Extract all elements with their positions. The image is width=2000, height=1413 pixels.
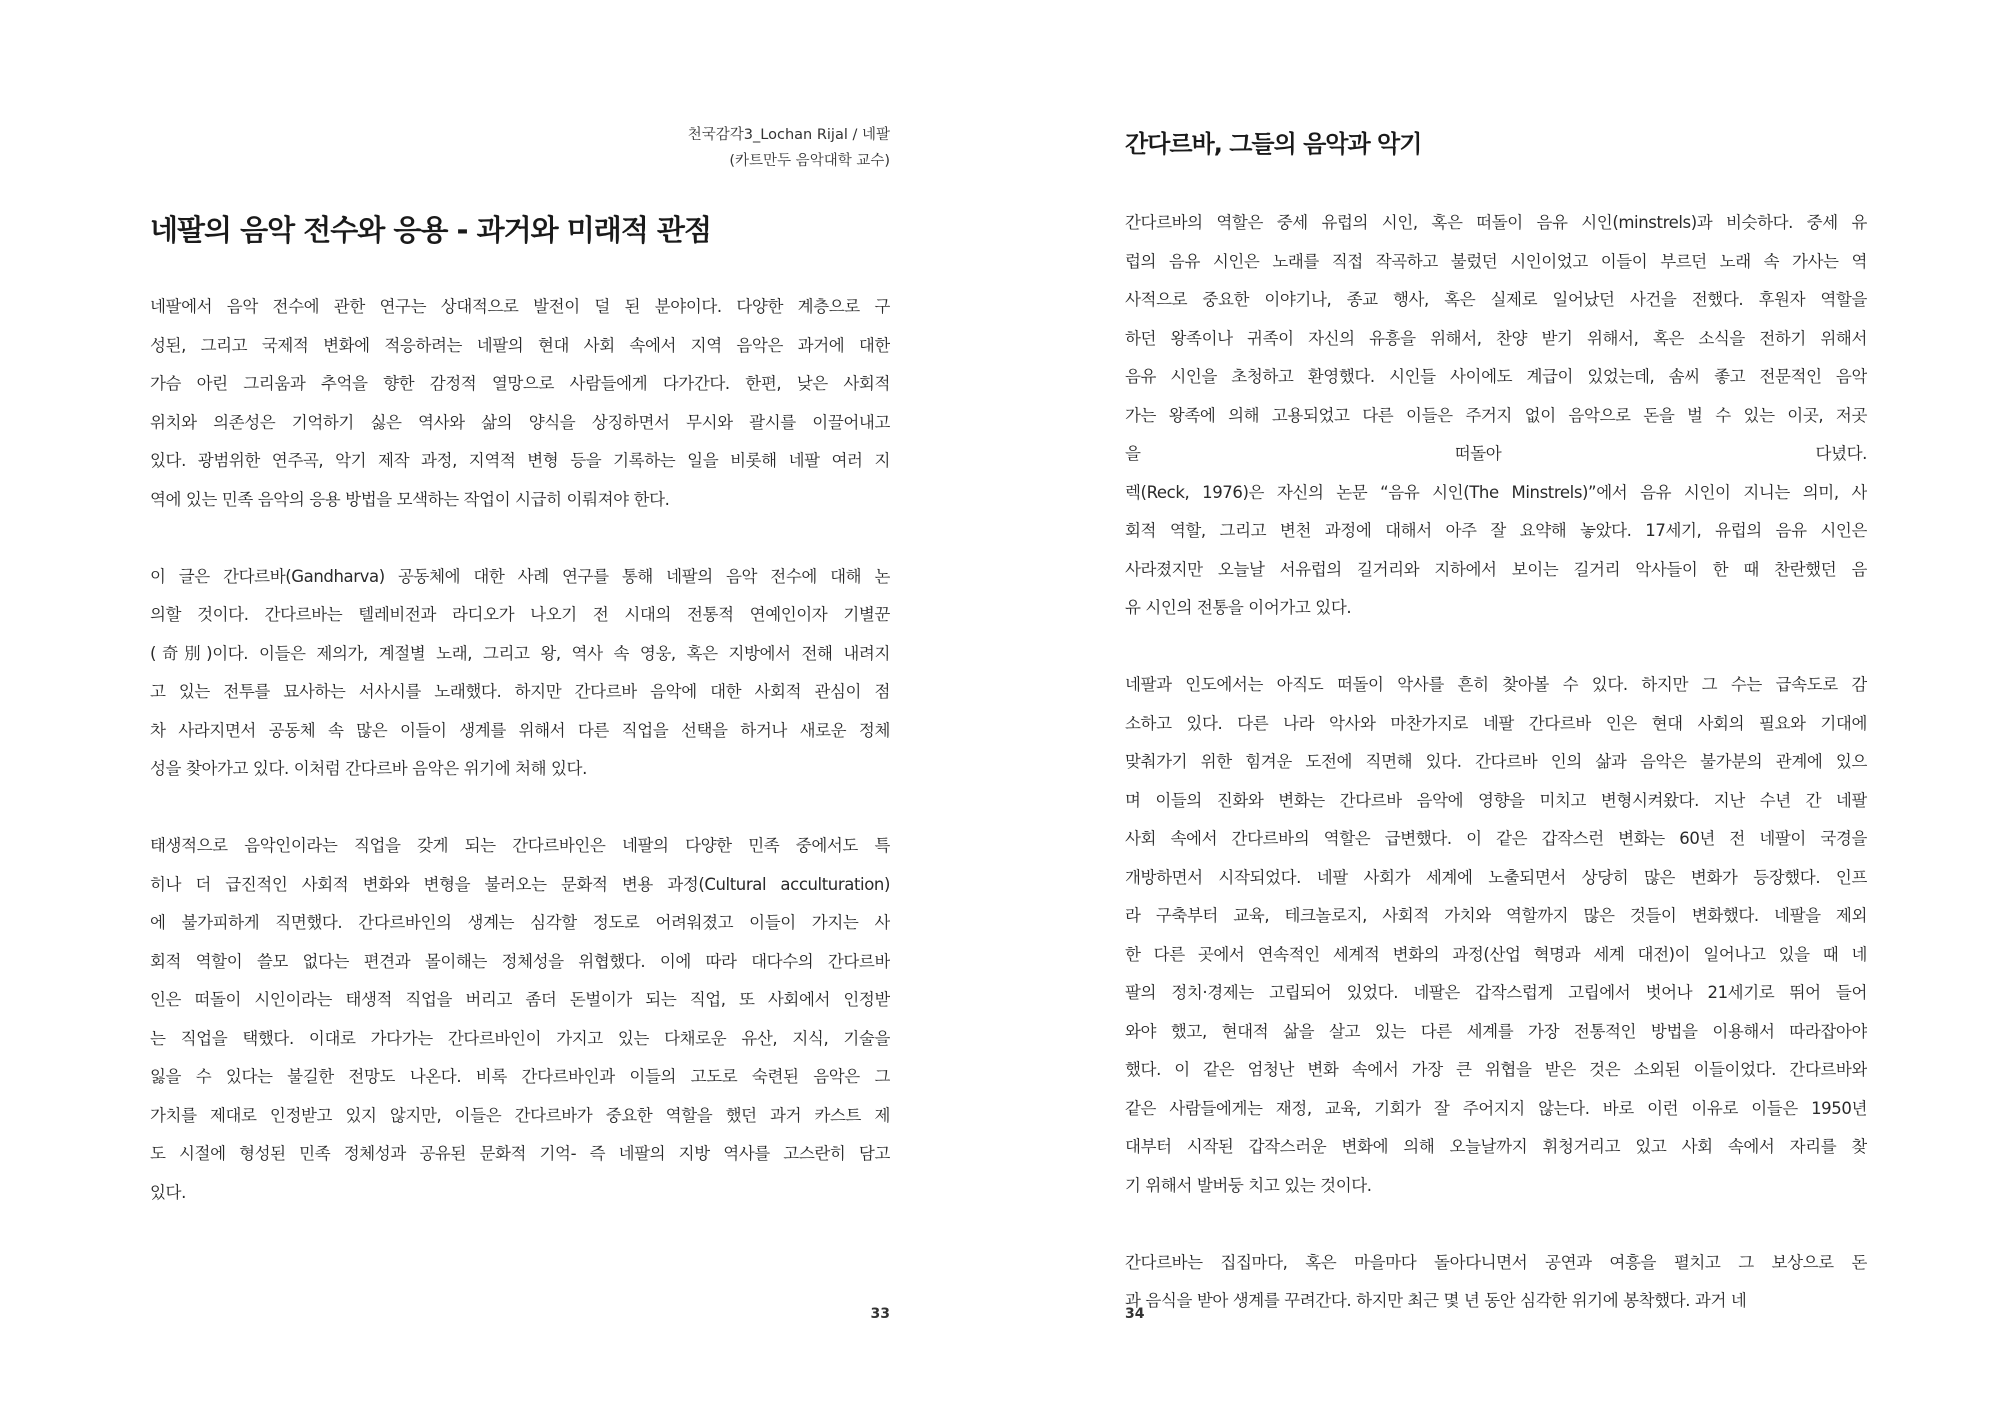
paragraph [150,827,890,1212]
text-line: 도 시절에 형성된 민족 정체성과 공유된 문화적 기억- 즉 네팔의 지방 역사를 고스란히 담고 [150,1144,890,1163]
text-line: 을 떠돌아 다녔다. [1125,444,1867,463]
text-line: 회적 역할이 쓸모 없다는 편견과 몰이해는 정체성을 위협했다. 이에 따라 대다수의 간다르바 [150,951,890,971]
text-line: 히나 더 급진적인 사회적 변화와 변형을 불러오는 문화적 변용 과정(Cultural acculturation) [150,874,890,894]
text-line: 사적으로 중요한 이야기나, 종교 행사, 혹은 실제로 일어났던 사건을 전했다. 후원자 역할을 [1125,290,1867,309]
text-line: 하던 왕족이나 귀족이 자신의 유흥을 위해서, 찬양 받기 위해서, 혹은 소식을 전하기 위해서 [1125,328,1867,348]
text-line: 네팔과 인도에서는 아직도 떠돌이 악사를 흔히 찾아볼 수 있다. 하지만 그 수는 급속도로 감 [1125,675,1867,694]
right-page [1125,0,1867,1413]
text-line: 의할 것이다. 간다르바는 텔레비전과 라디오가 나오기 전 시대의 전통적 연예인이자 기별꾼 [150,605,890,624]
text-line: 같은 사람들에게는 재정, 교육, 기회가 잘 주어지지 않는다. 바로 이런 이유로 이들은 1950년 [1125,1098,1867,1118]
text-line: 와야 했고, 현대적 삶을 살고 있는 다른 세계를 가장 전통적인 방법을 이용해서 따라잡아야 [1125,1021,1867,1041]
left-page [150,0,890,1413]
text-line: 에 불가피하게 직면했다. 간다르바인의 생계는 심각할 정도로 어려워졌고 이들이 가지는 사 [150,913,890,932]
text-line: 했다. 이 같은 엄청난 변화 속에서 가장 큰 위협을 받은 것은 소외된 이들이었다. 간다르바와 [1125,1060,1867,1079]
text-line: 인은 떠돌이 시인이라는 태생적 직업을 버리고 좀더 돈벌이가 되는 직업, 또 사회에서 인정받 [150,990,890,1009]
left-body-text [150,288,890,1251]
text-line: 개방하면서 시작되었다. 네팔 사회가 세계에 노출되면서 상당히 많은 변화가 등장했다. 인프 [1125,867,1867,887]
author-attribution [390,122,890,174]
text-line: 성된, 그리고 국제적 변화에 적응하려는 네팔의 현대 사회 속에서 지역 음악은 과거에 대한 [150,335,890,355]
text-line: 한 다른 곳에서 연속적인 세계적 변화의 과정(산업 혁명과 세계 대전)이 일어나고 있을 때 네 [1125,944,1867,964]
text-line: 팔의 정치·경제는 고립되어 있었다. 네팔은 갑작스럽게 고립에서 벗어나 21세기로 뛰어 들어 [1125,983,1867,1002]
paragraph [150,558,890,789]
text-line: (奇別)이다. 이들은 제의가, 계절별 노래, 그리고 왕, 역사 속 영웅, 혹은 지방에서 전해 내려지 [150,643,890,663]
text-line: 음유 시인을 초청하고 환영했다. 시인들 사이에도 계급이 있었는데, 솜씨 좋고 전문적인 음악 [1125,367,1867,386]
text-line: 회적 역할, 그리고 변천 과정에 대해서 아주 잘 요약해 놓았다. 17세기, 유럽의 음유 시인은 [1125,521,1867,540]
text-line: 차 사라지면서 공동체 속 많은 이들이 생계를 위해서 다른 직업을 선택을 하거나 새로운 정체 [150,720,890,740]
text-line: 간다르바의 역할은 중세 유럽의 시인, 혹은 떠돌이 음유 시인(minstrels)과 비슷하다. 중세 유 [1125,213,1867,232]
text-line: 렉(Reck, 1976)은 자신의 논문 “음유 시인(The Minstrels)”에서 음유 시인이 지니는 의미, 사 [1125,482,1867,502]
text-line: 간다르바는 집집마다, 혹은 마을마다 돌아다니면서 공연과 여흥을 펼치고 그 보상으로 돈 [1125,1252,1867,1272]
text-line: 성을 찾아가고 있다. 이처럼 간다르바 음악은 위기에 처해 있다. [150,759,587,778]
paragraph [1125,204,1867,628]
text-line: 맞춰가기 위한 힘겨운 도전에 직면해 있다. 간다르바 인의 삶과 음악은 불가분의 관계에 있으 [1125,752,1867,771]
text-line: 잃을 수 있다는 불길한 전망도 나온다. 비록 간다르바인과 이들의 고도로 숙련된 음악은 그 [150,1067,890,1086]
attribution-line-affiliation: (카트만두 음악대학 교수) [729,153,890,169]
page-number-left: 33 [870,1306,890,1322]
attribution-line-author: 천국감각3_Lochan Rijal / 네팔 [687,127,890,143]
text-line: 럽의 음유 시인은 노래를 직접 작곡하고 불렀던 시인이었고 이들이 부르던 노래 속 가사는 역 [1125,251,1867,271]
text-line: 과 음식을 받아 생계를 꾸려간다. 하지만 최근 몇 년 동안 심각한 위기에 봉착했다. 과거 네 [1125,1291,1747,1310]
text-line: 태생적으로 음악인이라는 직업을 갖게 되는 간다르바인은 네팔의 다양한 민족 중에서도 특 [150,836,890,855]
text-line: 고 있는 전투를 묘사하는 서사시를 노래했다. 하지만 간다르바 음악에 대한 사회적 관심이 점 [150,682,890,701]
text-line: 있다. [150,1182,186,1202]
text-line: 며 이들의 진화와 변화는 간다르바 음악에 영향을 미치고 변형시켜왔다. 지난 수년 간 네팔 [1125,790,1867,810]
text-line: 가치를 제대로 인정받고 있지 않지만, 이들은 간다르바가 중요한 역할을 했던 과거 카스트 제 [150,1105,890,1125]
text-line: 라 구축부터 교육, 테크놀로지, 사회적 가치와 역할까지 많은 것들이 변화했다. 네팔을 제외 [1125,906,1867,925]
text-line: 역에 있는 민족 음악의 응용 방법을 모색하는 작업이 시급히 이뤄져야 한다. [150,489,670,509]
text-line: 위치와 의존성은 기억하기 싫은 역사와 삶의 양식을 상징하면서 무시와 괄시를 이끌어내고 [150,412,890,432]
paragraph [1125,1244,1867,1321]
page-number-right: 34 [1125,1306,1145,1322]
text-line: 기 위해서 발버둥 치고 있는 것이다. [1125,1175,1372,1195]
text-line: 있다. 광범위한 연주곡, 악기 제작 과정, 지역적 변형 등을 기록하는 일을 비롯해 네팔 여러 지 [150,451,890,470]
paragraph [1125,666,1867,1205]
text-line: 는 직업을 택했다. 이대로 가다가는 간다르바인이 가지고 있는 다채로운 유산, 지식, 기술을 [150,1028,890,1048]
article-title: 네팔의 음악 전수와 응용 - 과거와 미래적 관점 [150,213,711,247]
text-line: 사라졌지만 오늘날 서유럽의 길거리와 지하에서 보이는 길거리 악사들이 한 때 찬란했던 음 [1125,559,1867,579]
text-line: 가슴 아린 그리움과 추억을 향한 감정적 열망으로 사람들에게 다가간다. 한편, 낮은 사회적 [150,374,890,393]
paragraph [150,288,890,519]
text-line: 소하고 있다. 다른 나라 악사와 마찬가지로 네팔 간다르바 인은 현대 사회의 필요와 기대에 [1125,713,1867,733]
right-body-text [1125,204,1867,1359]
text-line: 가는 왕족에 의해 고용되었고 다른 이들은 주거지 없이 음악으로 돈을 벌 수 있는 이곳, 저곳 [1125,405,1867,425]
text-line: 사회 속에서 간다르바의 역할은 급변했다. 이 같은 갑작스런 변화는 60년 전 네팔이 국경을 [1125,829,1867,848]
text-line: 대부터 시작된 갑작스러운 변화에 의해 오늘날까지 휘청거리고 있고 사회 속에서 자리를 찾 [1125,1137,1867,1156]
section-title: 간다르바, 그들의 음악과 악기 [1125,130,1422,158]
text-line: 네팔에서 음악 전수에 관한 연구는 상대적으로 발전이 덜 된 분야이다. 다양한 계층으로 구 [150,297,890,316]
text-line: 유 시인의 전통을 이어가고 있다. [1125,598,1352,617]
text-line: 이 글은 간다르바(Gandharva) 공동체에 대한 사례 연구를 통해 네팔의 음악 전수에 대해 논 [150,566,890,586]
